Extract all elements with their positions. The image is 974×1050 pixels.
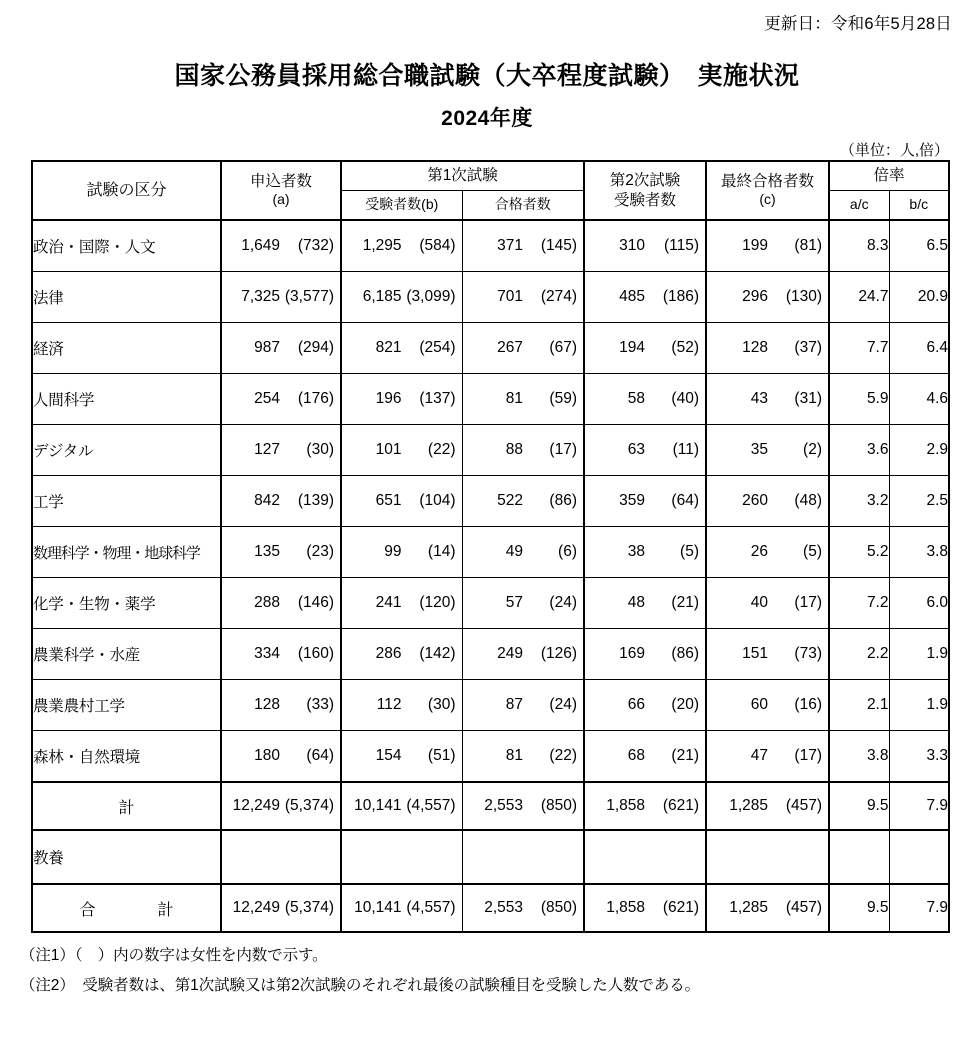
row-category: 工学 <box>32 476 221 527</box>
value-female: (20) <box>671 696 699 713</box>
cell-final-passers <box>706 220 829 272</box>
table-row <box>32 220 949 272</box>
col-header-ratio-ac: a/c <box>829 191 889 221</box>
value-female: (23) <box>306 543 334 560</box>
table-row <box>32 527 949 578</box>
cell-ratio-ac: 3.2 <box>829 476 889 527</box>
value-main: 81 <box>505 747 523 764</box>
value-female: (4,557) <box>406 899 456 916</box>
value-main: 101 <box>375 441 402 458</box>
table-row <box>32 578 949 629</box>
cell-ratio-bc: 6.4 <box>889 323 949 374</box>
value-main: 1,858 <box>606 899 645 916</box>
cell-ratio-bc: 2.9 <box>889 425 949 476</box>
table-row <box>32 476 949 527</box>
footnote-2: （注2） 受験者数は、第1次試験又は第2次試験のそれぞれ最後の試験種目を受験した人数である。 <box>20 976 701 994</box>
page-subtitle: 2024年度 <box>441 107 533 130</box>
value-main: 1,858 <box>606 797 645 814</box>
col-header-exam1-passers: 合格者数 <box>462 191 584 221</box>
exam-statistics-table <box>31 160 950 933</box>
row-category <box>32 884 221 932</box>
value-main: 47 <box>750 747 768 764</box>
col-header-exam2-takers <box>584 161 706 220</box>
cell-exam1-takers <box>341 374 462 425</box>
cell-exam2-takers <box>584 731 706 783</box>
value-main: 38 <box>627 543 645 560</box>
value-main: 87 <box>505 696 523 713</box>
value-main: 88 <box>505 441 523 458</box>
cell-applicants <box>221 272 341 323</box>
value-main: 26 <box>750 543 768 560</box>
value-female: (11) <box>672 441 699 458</box>
cell-exam1-passers <box>462 884 584 932</box>
value-female: (21) <box>671 594 699 611</box>
value-female: (176) <box>297 390 334 407</box>
value-main: 334 <box>254 645 280 662</box>
value-female: (37) <box>794 339 822 356</box>
table-body <box>32 220 949 932</box>
cell-ratio-bc: 20.9 <box>889 272 949 323</box>
row-category: 教養 <box>32 830 221 884</box>
value-female: (621) <box>662 899 699 916</box>
cell-exam2-takers <box>584 680 706 731</box>
cell-applicants <box>221 830 341 884</box>
value-female: (30) <box>427 696 456 713</box>
value-female: (59) <box>549 390 577 407</box>
table-row <box>32 272 949 323</box>
footnote-1: （注1）（ ）内の数字は女性を内数で示す。 <box>20 947 328 964</box>
value-main: 2,553 <box>484 797 523 814</box>
cell-exam1-passers <box>462 782 584 830</box>
row-category: 農業農村工学 <box>32 680 221 731</box>
cell-ratio-ac: 7.2 <box>829 578 889 629</box>
value-main: 371 <box>497 237 523 254</box>
value-female: (137) <box>419 390 456 407</box>
exam-statistics-table-wrapper <box>31 160 948 933</box>
cell-exam1-passers <box>462 220 584 272</box>
value-female: (24) <box>549 594 577 611</box>
value-main: 57 <box>505 594 523 611</box>
value-main: 987 <box>254 339 280 356</box>
value-main: 286 <box>375 645 402 662</box>
cell-exam1-takers <box>341 527 462 578</box>
cell-ratio-ac: 5.9 <box>829 374 889 425</box>
cell-exam1-takers <box>341 220 462 272</box>
value-female: (126) <box>540 645 577 662</box>
cell-applicants <box>221 629 341 680</box>
value-female: (22) <box>427 441 456 458</box>
cell-ratio-ac: 3.8 <box>829 731 889 783</box>
value-main: 112 <box>376 696 402 713</box>
value-main: 1,285 <box>729 899 768 916</box>
row-category: 計 <box>32 782 221 830</box>
row-category: 政治・国際・人文 <box>32 220 221 272</box>
value-female: (30) <box>306 441 334 458</box>
cell-exam2-takers <box>584 323 706 374</box>
value-female: (67) <box>549 339 577 356</box>
col-header-ratio-bc: b/c <box>889 191 949 221</box>
value-main: 135 <box>254 543 280 560</box>
cell-ratio-ac: 9.5 <box>829 782 889 830</box>
exam2-label-line2: 受験者数 <box>613 191 676 209</box>
value-female: (145) <box>540 237 577 254</box>
value-female: (274) <box>540 288 577 305</box>
cell-exam1-passers <box>462 830 584 884</box>
value-female: (850) <box>540 899 577 916</box>
value-main: 60 <box>750 696 768 713</box>
value-female: (294) <box>297 339 334 356</box>
cell-applicants <box>221 425 341 476</box>
cell-ratio-bc: 2.5 <box>889 476 949 527</box>
value-main: 260 <box>742 492 768 509</box>
value-female: (17) <box>549 441 577 458</box>
row-category: 化学・生物・薬学 <box>32 578 221 629</box>
cell-applicants <box>221 220 341 272</box>
cell-exam2-takers <box>584 782 706 830</box>
value-main: 128 <box>742 339 768 356</box>
footnotes <box>20 948 950 1007</box>
value-female: (31) <box>794 390 822 407</box>
col-header-exam1-group <box>341 161 584 191</box>
value-main: 169 <box>619 645 645 662</box>
value-main: 296 <box>742 288 768 305</box>
cell-final-passers <box>706 680 829 731</box>
cell-ratio-ac: 2.1 <box>829 680 889 731</box>
cell-ratio-bc: 3.8 <box>889 527 949 578</box>
cell-applicants <box>221 884 341 932</box>
cell-ratio-ac: 5.2 <box>829 527 889 578</box>
cell-ratio-bc: 7.9 <box>889 884 949 932</box>
value-female: (4,557) <box>406 797 456 814</box>
cell-ratio-ac: 7.7 <box>829 323 889 374</box>
value-female: (17) <box>794 594 822 611</box>
cell-exam2-takers <box>584 830 706 884</box>
cell-ratio-ac: 2.2 <box>829 629 889 680</box>
col-header-final-passers <box>706 161 829 220</box>
value-female: (732) <box>297 237 334 254</box>
value-female: (21) <box>671 747 699 764</box>
value-main: 310 <box>619 237 645 254</box>
value-main: 267 <box>497 339 523 356</box>
value-female: (52) <box>671 339 699 356</box>
cell-applicants <box>221 476 341 527</box>
value-main: 1,649 <box>241 237 280 254</box>
cell-exam1-takers <box>341 323 462 374</box>
update-date: 更新日：令和6年5月28日 <box>764 15 952 33</box>
cell-final-passers <box>706 476 829 527</box>
value-main: 522 <box>497 492 523 509</box>
cell-ratio-bc: 6.5 <box>889 220 949 272</box>
cell-ratio-ac: 24.7 <box>829 272 889 323</box>
col-header-ratio-group: 倍率 <box>829 161 949 191</box>
cell-exam2-takers <box>584 374 706 425</box>
cell-exam1-takers <box>341 884 462 932</box>
value-female: (86) <box>671 645 699 662</box>
value-main: 66 <box>627 696 645 713</box>
value-female: (24) <box>549 696 577 713</box>
cell-final-passers <box>706 374 829 425</box>
cell-applicants <box>221 527 341 578</box>
value-main: 254 <box>254 390 280 407</box>
value-main: 1,295 <box>362 237 402 254</box>
value-female: (64) <box>671 492 699 509</box>
grand-total-label-b: 計 <box>157 901 174 919</box>
value-female: (17) <box>794 747 822 764</box>
value-main: 241 <box>375 594 402 611</box>
value-female: (130) <box>785 288 822 305</box>
cell-exam1-passers <box>462 323 584 374</box>
cell-exam1-passers <box>462 731 584 783</box>
value-female: (14) <box>427 543 456 560</box>
value-main: 63 <box>627 441 645 458</box>
value-female: (5) <box>680 543 699 560</box>
applicants-sub-label: (a) <box>272 191 290 208</box>
value-female: (104) <box>419 492 456 509</box>
value-main: 48 <box>627 594 645 611</box>
value-main: 127 <box>254 441 280 458</box>
unit-note: （単位：人,倍） <box>839 142 949 159</box>
table-row <box>32 629 949 680</box>
value-main: 180 <box>254 747 280 764</box>
cell-final-passers <box>706 425 829 476</box>
value-female: (3,577) <box>284 288 334 305</box>
cell-exam1-takers <box>341 629 462 680</box>
row-category: 数理科学・物理・地球科学 <box>32 527 221 578</box>
row-category: 経済 <box>32 323 221 374</box>
table-row <box>32 425 949 476</box>
row-category: 森林・自然環境 <box>32 731 221 783</box>
cell-ratio-ac: 3.6 <box>829 425 889 476</box>
value-female: (6) <box>558 543 577 560</box>
cell-final-passers <box>706 731 829 783</box>
value-main: 821 <box>375 339 402 356</box>
value-main: 99 <box>384 543 402 560</box>
value-main: 7,325 <box>241 288 280 305</box>
cell-final-passers <box>706 782 829 830</box>
value-female: (40) <box>671 390 699 407</box>
cell-exam1-passers <box>462 476 584 527</box>
row-category: 法律 <box>32 272 221 323</box>
cell-exam2-takers <box>584 527 706 578</box>
cell-exam1-takers <box>341 425 462 476</box>
page-title: 国家公務員採用総合職試験（大卒程度試験） 実施状況 <box>174 62 800 90</box>
cell-final-passers <box>706 578 829 629</box>
cell-exam1-passers <box>462 425 584 476</box>
value-main: 194 <box>619 339 645 356</box>
cell-exam1-takers <box>341 680 462 731</box>
value-main: 68 <box>627 747 645 764</box>
value-female: (5) <box>803 543 822 560</box>
value-female: (51) <box>427 747 456 764</box>
value-female: (457) <box>785 899 822 916</box>
final-passers-sub-label: (c) <box>759 191 776 208</box>
table-row-grand-total <box>32 884 949 932</box>
cell-applicants <box>221 680 341 731</box>
value-main: 151 <box>742 645 768 662</box>
cell-applicants <box>221 782 341 830</box>
value-main: 359 <box>619 492 645 509</box>
value-main: 10,141 <box>354 899 402 916</box>
value-female: (64) <box>306 747 334 764</box>
value-main: 128 <box>254 696 280 713</box>
cell-exam1-takers <box>341 272 462 323</box>
value-main: 2,553 <box>484 899 523 916</box>
cell-exam1-passers <box>462 578 584 629</box>
cell-exam2-takers <box>584 578 706 629</box>
final-passers-label: 最終合格者数 <box>720 173 814 191</box>
table-row-subtotal <box>32 782 949 830</box>
value-female: (160) <box>297 645 334 662</box>
cell-exam1-takers <box>341 578 462 629</box>
cell-final-passers <box>706 629 829 680</box>
value-main: 40 <box>750 594 768 611</box>
cell-applicants <box>221 374 341 425</box>
value-female: (3,099) <box>406 288 456 305</box>
value-female: (850) <box>540 797 577 814</box>
value-female: (73) <box>794 645 822 662</box>
cell-exam1-passers <box>462 374 584 425</box>
value-female: (16) <box>794 696 822 713</box>
table-row <box>32 374 949 425</box>
grand-total-label-a: 合 <box>79 901 96 919</box>
value-female: (48) <box>794 492 822 509</box>
value-main: 35 <box>750 441 768 458</box>
cell-exam2-takers <box>584 220 706 272</box>
cell-exam1-takers <box>341 830 462 884</box>
cell-final-passers <box>706 527 829 578</box>
table-header <box>32 161 949 220</box>
applicants-label: 申込者数 <box>249 173 312 191</box>
cell-ratio-bc <box>889 830 949 884</box>
cell-exam2-takers <box>584 272 706 323</box>
value-main: 43 <box>750 390 768 407</box>
value-female: (86) <box>549 492 577 509</box>
col-header-exam1-takers: 受験者数(b) <box>341 191 462 221</box>
value-female: (186) <box>662 288 699 305</box>
value-main: 10,141 <box>354 797 402 814</box>
row-category: 人間科学 <box>32 374 221 425</box>
header-row-1 <box>32 161 949 191</box>
cell-ratio-bc: 3.3 <box>889 731 949 783</box>
table-row <box>32 323 949 374</box>
cell-ratio-ac: 8.3 <box>829 220 889 272</box>
cell-applicants <box>221 578 341 629</box>
value-female: (81) <box>794 237 822 254</box>
value-main: 485 <box>619 288 645 305</box>
col-header-category: 試験の区分 <box>32 161 221 220</box>
cell-final-passers <box>706 272 829 323</box>
value-female: (142) <box>419 645 456 662</box>
table-row-kyoyo <box>32 830 949 884</box>
value-female: (457) <box>785 797 822 814</box>
cell-final-passers <box>706 830 829 884</box>
row-category: 農業科学・水産 <box>32 629 221 680</box>
cell-final-passers <box>706 323 829 374</box>
cell-final-passers <box>706 884 829 932</box>
value-main: 81 <box>505 390 523 407</box>
cell-ratio-bc: 6.0 <box>889 578 949 629</box>
value-female: (5,374) <box>284 797 334 814</box>
cell-exam1-takers <box>341 782 462 830</box>
cell-exam1-passers <box>462 629 584 680</box>
cell-ratio-bc: 4.6 <box>889 374 949 425</box>
value-female: (621) <box>662 797 699 814</box>
table-row <box>32 680 949 731</box>
cell-exam1-passers <box>462 680 584 731</box>
cell-ratio-ac: 9.5 <box>829 884 889 932</box>
cell-ratio-bc: 7.9 <box>889 782 949 830</box>
value-main: 288 <box>254 594 280 611</box>
cell-exam1-takers <box>341 476 462 527</box>
value-female: (2) <box>803 441 822 458</box>
value-main: 154 <box>375 747 402 764</box>
cell-exam2-takers <box>584 425 706 476</box>
value-main: 6,185 <box>362 288 402 305</box>
cell-exam1-passers <box>462 272 584 323</box>
value-main: 12,249 <box>232 899 280 916</box>
value-female: (22) <box>549 747 577 764</box>
table-row <box>32 731 949 783</box>
cell-ratio-bc: 1.9 <box>889 680 949 731</box>
value-main: 651 <box>375 492 402 509</box>
cell-ratio-ac <box>829 830 889 884</box>
value-female: (33) <box>306 696 334 713</box>
value-female: (254) <box>419 339 456 356</box>
cell-exam2-takers <box>584 629 706 680</box>
row-category: デジタル <box>32 425 221 476</box>
cell-exam2-takers <box>584 884 706 932</box>
value-female: (115) <box>663 237 699 254</box>
value-main: 249 <box>497 645 523 662</box>
value-main: 842 <box>254 492 280 509</box>
cell-applicants <box>221 323 341 374</box>
col-header-applicants <box>221 161 341 220</box>
value-female: (584) <box>419 237 456 254</box>
value-main: 1,285 <box>729 797 768 814</box>
cell-exam1-passers <box>462 527 584 578</box>
value-female: (139) <box>297 492 334 509</box>
cell-ratio-bc: 1.9 <box>889 629 949 680</box>
value-main: 12,249 <box>232 797 280 814</box>
value-main: 49 <box>505 543 523 560</box>
value-female: (120) <box>419 594 456 611</box>
value-main: 58 <box>627 390 645 407</box>
exam2-label-line1: 第2次試験 <box>609 172 681 190</box>
cell-exam1-takers <box>341 731 462 783</box>
exam1-label: 第1次試験 <box>427 167 498 185</box>
value-main: 196 <box>375 390 402 407</box>
value-main: 701 <box>497 288 523 305</box>
value-female: (146) <box>297 594 334 611</box>
cell-exam2-takers <box>584 476 706 527</box>
value-main: 199 <box>742 237 768 254</box>
value-female: (5,374) <box>284 899 334 916</box>
cell-applicants <box>221 731 341 783</box>
